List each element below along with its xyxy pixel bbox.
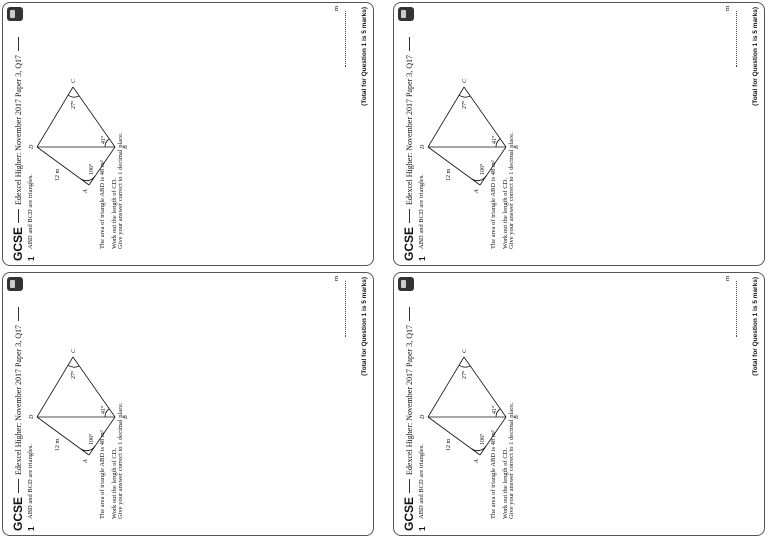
question-intro: ABD and BCD are triangles. — [27, 174, 34, 249]
angle-b-label: 41° — [101, 405, 107, 414]
vertex-c-label: C — [71, 348, 77, 353]
vertex-c-label: C — [462, 348, 468, 353]
question-intro: ABD and BCD are triangles. — [418, 174, 425, 249]
question-number: 1 — [418, 526, 427, 531]
vertex-d-label: D — [420, 144, 426, 149]
question-total: (Total for Question 1 is 5 marks) — [752, 7, 759, 106]
header-title: GCSE — [11, 496, 25, 531]
question-number: 1 — [27, 526, 36, 531]
vertex-c-label: C — [71, 78, 77, 83]
angle-c-label: 27° — [71, 100, 77, 109]
vertex-b-label: B — [514, 145, 520, 149]
header-title: GCSE — [402, 226, 416, 261]
header-title: GCSE — [11, 226, 25, 261]
triangle-diagram — [394, 3, 765, 266]
worksheet-card-bottom-right — [393, 272, 765, 536]
vertex-d-label: D — [29, 144, 35, 149]
work-out-instruction: Work out the length of CD. — [111, 178, 118, 249]
work-out-instruction: Work out the length of CD. — [502, 178, 509, 249]
vertex-d-label: D — [29, 414, 35, 419]
vertex-c-label: C — [462, 78, 468, 83]
side-bc — [73, 87, 115, 147]
worksheet-page — [3, 273, 374, 536]
vertex-d-label: D — [420, 414, 426, 419]
question-total: (Total for Question 1 is 5 marks) — [361, 7, 368, 106]
question-total: (Total for Question 1 is 5 marks) — [752, 277, 759, 376]
answer-line[interactable] — [339, 281, 346, 337]
side-dc — [428, 87, 464, 147]
area-statement: The area of triangle ABD is 48 m² — [99, 430, 106, 519]
question-number: 1 — [418, 256, 427, 261]
vertex-a-label: A — [83, 189, 89, 193]
worksheet-page — [394, 273, 765, 536]
header-source: Edexcel Higher: November 2017 Paper 3, Q17 — [404, 325, 414, 475]
side-ad-label: 12 m — [55, 438, 61, 451]
worksheet-card-top-left — [2, 2, 374, 266]
angle-a-label: 106° — [89, 163, 95, 175]
question-total: (Total for Question 1 is 5 marks) — [361, 277, 368, 376]
header-source: Edexcel Higher: November 2017 Paper 3, Q17 — [404, 55, 414, 205]
angle-c-label: 27° — [462, 100, 468, 109]
side-dc — [428, 357, 464, 417]
vertex-b-label: B — [123, 415, 129, 419]
rounding-instruction: Give your answer correct to 1 decimal place. — [117, 132, 124, 249]
triangle-diagram — [3, 3, 374, 266]
answer-line[interactable] — [730, 281, 737, 337]
angle-arc-c — [68, 365, 79, 367]
worksheet-page — [3, 3, 374, 266]
angle-c-label: 27° — [71, 370, 77, 379]
answer-unit: m — [724, 5, 731, 11]
answer-unit: m — [724, 275, 731, 281]
rounding-instruction: Give your answer correct to 1 decimal place. — [117, 402, 124, 519]
rounding-instruction: Give your answer correct to 1 decimal place. — [508, 132, 515, 249]
side-dc — [37, 87, 73, 147]
angle-b-label: 41° — [492, 135, 498, 144]
vertex-b-label: B — [123, 145, 129, 149]
angle-a-label: 106° — [480, 433, 486, 445]
answer-unit: m — [333, 275, 340, 281]
side-ad-label: 12 m — [55, 168, 61, 181]
vertex-a-label: A — [83, 459, 89, 463]
vertex-b-label: B — [514, 415, 520, 419]
work-out-instruction: Work out the length of CD. — [502, 448, 509, 519]
worksheet-card-top-right — [393, 2, 765, 266]
triangle-diagram — [3, 273, 374, 536]
side-bc — [464, 87, 506, 147]
angle-b-label: 41° — [101, 135, 107, 144]
rounding-instruction: Give your answer correct to 1 decimal place. — [508, 402, 515, 519]
area-statement: The area of triangle ABD is 48 m² — [490, 160, 497, 249]
angle-arc-c — [68, 95, 79, 97]
angle-arc-c — [459, 365, 470, 367]
header-title: GCSE — [402, 496, 416, 531]
vertex-a-label: A — [474, 189, 480, 193]
area-statement: The area of triangle ABD is 48 m² — [99, 160, 106, 249]
angle-a-label: 106° — [480, 163, 486, 175]
question-number: 1 — [27, 256, 36, 261]
header-source: Edexcel Higher: November 2017 Paper 3, Q17 — [13, 325, 23, 475]
side-dc — [37, 357, 73, 417]
side-bc — [73, 357, 115, 417]
triangle-diagram — [394, 273, 765, 536]
side-bc — [464, 357, 506, 417]
question-intro: ABD and BCD are triangles. — [418, 444, 425, 519]
answer-unit: m — [333, 5, 340, 11]
side-ad-label: 12 m — [446, 438, 452, 451]
answer-line[interactable] — [339, 11, 346, 67]
angle-c-label: 27° — [462, 370, 468, 379]
worksheet-page — [394, 3, 765, 266]
worksheet-card-bottom-left — [2, 272, 374, 536]
question-intro: ABD and BCD are triangles. — [27, 444, 34, 519]
vertex-a-label: A — [474, 459, 480, 463]
angle-a-label: 106° — [89, 433, 95, 445]
header-source: Edexcel Higher: November 2017 Paper 3, Q17 — [13, 55, 23, 205]
angle-b-label: 41° — [492, 405, 498, 414]
work-out-instruction: Work out the length of CD. — [111, 448, 118, 519]
side-ad-label: 12 m — [446, 168, 452, 181]
area-statement: The area of triangle ABD is 48 m² — [490, 430, 497, 519]
angle-arc-c — [459, 95, 470, 97]
answer-line[interactable] — [730, 11, 737, 67]
